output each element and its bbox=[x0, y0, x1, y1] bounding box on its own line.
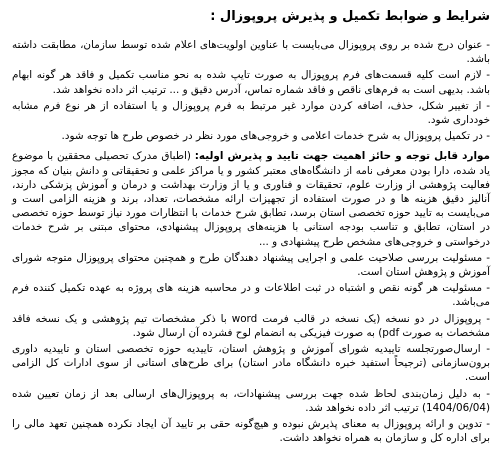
rule-paragraph: - تدوین و ارائه پروپوزال به معنای پذیرش نبوده و هیچ‌گونه حقی بر تایید آن ایجاد نکرده همچنین تعهد مالی را برای اداره کل و سازمان به همراه نخواهد داشت. bbox=[12, 418, 490, 445]
rule-paragraph: - پروپوزال در دو نسخه (یک نسخه در قالب فرمت word با ذکر مشخصات تیم پژوهشی و یک نسخه فاقد مشخصات به صورت pdf) به صورت فیزیکی به انضمام لوح فشرده آن ارسال شود. bbox=[12, 312, 490, 339]
important-notes-lead: موارد قابل توجه و حائز اهمیت جهت تایید و پذیرش اولیه: bbox=[194, 150, 490, 163]
rule-paragraph: - لازم است کلیه قسمت‌های فرم پروپوزال به صورت تایپ شده به نحو مناسب تکمیل و فاقد هر گونه ابهام باشد. بدیهی است به فرم‌های ناقص و فاقد شماره تماس، آدرس دقیق و ... ترتیب اثر داده نخواهد شد. bbox=[12, 69, 490, 96]
rule-paragraph: - ارسال‌صورتجلسه تاییدیه شورای آموزش و پژوهش استان، تاییدیه حوزه تخصصی استان و تاییدیه داوری برون‌سازمانی (ترجیحاً استفید خبره دانشگاه مادر استان) برای طرح‌های استانی از سوی ادارات کل الزامی است. bbox=[12, 343, 490, 384]
rule-paragraph: - در تکمیل پروپوزال به شرح خدمات اعلامی و خروجی‌های مورد نظر در خصوص طرح ها توجه شود. bbox=[61, 130, 490, 143]
rule-paragraph: - از تغییر شکل، حذف، اضافه کردن موارد غیر مرتبط به فرم پروپوزال و یا استفاده از هر نوع فرم مشابه خودداری شود. bbox=[12, 99, 490, 127]
rule-paragraph: - به دلیل زمان‌بندی لحاظ شده جهت بررسی پیشنهادات، به پروپوزال‌های ارسالی بعد از زمان تعیین شده (1404/06/04) ترتیب اثر داده نخواهد شد. bbox=[12, 387, 490, 414]
rule-paragraph: - مسئولیت هر گونه نقص و اشتباه در ثبت اطلاعات و در محاسبه هزینه های پروژه به عهده تکمیل کننده فرم می‌باشد. bbox=[12, 282, 490, 309]
rule-paragraph: - مسئولیت بررسی صلاحیت علمی و اجرایی پیشنهاد دهندگان طرح و همچنین محتوای پروپوزال متوجه شورای آموزش و پژوهش استان است. bbox=[12, 251, 490, 279]
document-title: شرایط و ضوابط تکمیل و پذیرش پروپوزال : bbox=[210, 9, 490, 24]
important-notes-paragraph: موارد قابل توجه و حائز اهمیت جهت تایید و پذیرش اولیه: (اطباق مدرک تحصیلی محققین با موضوع یاد شده، دارا بودن معرفی نامه از دانشگاه‌های معتبر کشور و یا مراکز علمی و تحقیقاتی و دانش بنیان که مجوز فعالیت پژوهشی از وزارت علوم، تحقیقات و فناوری و یا از وزارت بهداشت و درمان و آموزش پزشکی دارند، آنالیز دقیق هزینه ها و در صورت استفاده از تجهیزات ارائه مشخصات، تعداد، برند و هزینه الزامی است و می‌بایست به تایید حوزه تخصصی استان برسد، تطابق شرح خدمات با انتظارات مورد نیاز توسط حوزه تخصصی در استان، تطابق و تناسب بودجه استانی با هزینه‌های پروپوزال پیشنهادی، محتوای مبتنی بر شرح خدمات درخواستی و خروجی‌های مشخص طرح پیشنهادی و ... bbox=[12, 150, 490, 248]
rule-paragraph: - عنوان درج شده بر روی پروپوزال می‌بایست با عناوین اولویت‌های اعلام شده توسط سازمان، مطابقت داشته باشد. bbox=[12, 39, 490, 66]
